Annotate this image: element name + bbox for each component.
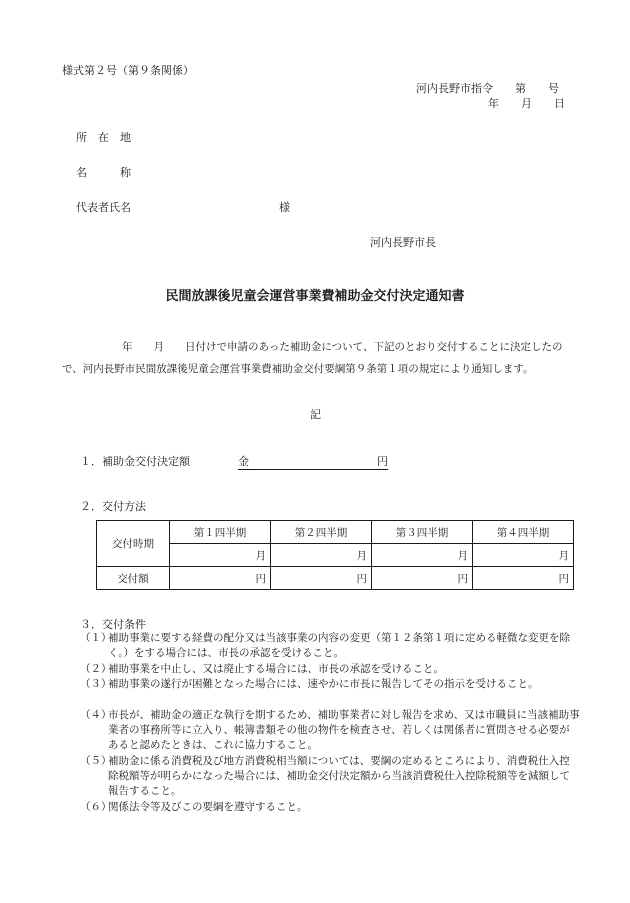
condition-text: 補助事業の遂行が困難となった場合には、速やかに市長に報告してその指示を受けること。: [108, 678, 539, 690]
amount-prefix: 金: [238, 455, 249, 468]
payment-schedule-table: [96, 520, 574, 590]
month-cell: 月: [473, 544, 574, 567]
condition-number: （５）: [80, 755, 112, 767]
document-title: 民間放課後児童会運営事業費補助金交付決定通知書: [165, 289, 465, 304]
name-label: 名 称: [76, 166, 131, 179]
condition-text: 関係法令等及びこの要綱を遵守すること。: [108, 801, 308, 813]
condition-item: [80, 662, 580, 677]
condition-number: （２）: [80, 663, 112, 675]
quarter-header: 第４四半期: [473, 521, 574, 544]
quarter-header: 第２四半期: [271, 521, 372, 544]
amount-unit: 円: [377, 455, 388, 468]
section3-label: ３．交付条件: [80, 618, 146, 631]
yen-cell: 円: [271, 567, 372, 590]
condition-item: [80, 754, 580, 799]
timing-label: 交付時期: [97, 521, 170, 567]
quarter-header: 第１四半期: [170, 521, 271, 544]
issuer-line: 河内長野市指令 第 号: [416, 82, 559, 95]
body-paragraph: 年 月 日付けで申請のあった補助金について、下記のとおり交付することに決定したので、河内長野市民間放課後児童会運営事業費補助金交付要綱第９条第１項の規定により通知します。: [62, 341, 563, 375]
yen-cell: 円: [372, 567, 473, 590]
honorific: 様: [279, 201, 290, 214]
month-cell: 月: [271, 544, 372, 567]
month-cell: 月: [372, 544, 473, 567]
sender: 河内長野市長: [370, 236, 436, 249]
ki-mark: 記: [310, 408, 321, 421]
condition-item: [80, 631, 580, 661]
condition-number: （３）: [80, 678, 112, 690]
condition-item: [80, 800, 580, 815]
condition-text: 市長が、補助金の適正な執行を期するため、補助事業者に対し報告を求め、又は市職員に当該補助事業者の事務所等に立入り、帳簿書類その他の物件を検査させ、若しくは関係者に質問させる必要があると認めたときは、これに協力すること。: [108, 709, 580, 751]
condition-item: [80, 677, 580, 692]
month-cell: 月: [170, 544, 271, 567]
address-label: 所 在 地: [76, 131, 131, 144]
yen-cell: 円: [170, 567, 271, 590]
form-number: 様式第２号（第９条関係）: [62, 64, 194, 77]
section1-label: １．補助金交付決定額: [80, 455, 190, 468]
table-header-row: [97, 521, 574, 544]
representative-label: 代表者氏名: [76, 201, 131, 214]
section2-label: ２．交付方法: [80, 500, 146, 513]
table-row: [97, 567, 574, 590]
decision-amount: [238, 453, 388, 470]
condition-text: 補助事業を中止し、又は廃止する場合には、市長の承認を受けること。: [108, 663, 444, 675]
condition-number: （４）: [80, 709, 112, 721]
amount-label: 交付額: [97, 567, 170, 590]
condition-text: 補助事業に要する経費の配分又は当該事業の内容の変更（第１２条第１項に定める軽微な変更を除く。）をする場合には、市長の承認を受けること。: [108, 632, 570, 659]
condition-number: （６）: [80, 801, 112, 813]
condition-text: 補助金に係る消費税及び地方消費税相当額については、要綱の定めるところにより、消費税仕入控除税額等が明らかになった場合には、補助金交付決定額から当該消費税仕入控除税額等を減額して報告すること。: [108, 755, 570, 797]
condition-number: （１）: [80, 632, 112, 644]
date-line: 年 月 日: [488, 97, 565, 110]
yen-cell: 円: [473, 567, 574, 590]
quarter-header: 第３四半期: [372, 521, 473, 544]
condition-item: [80, 708, 580, 753]
